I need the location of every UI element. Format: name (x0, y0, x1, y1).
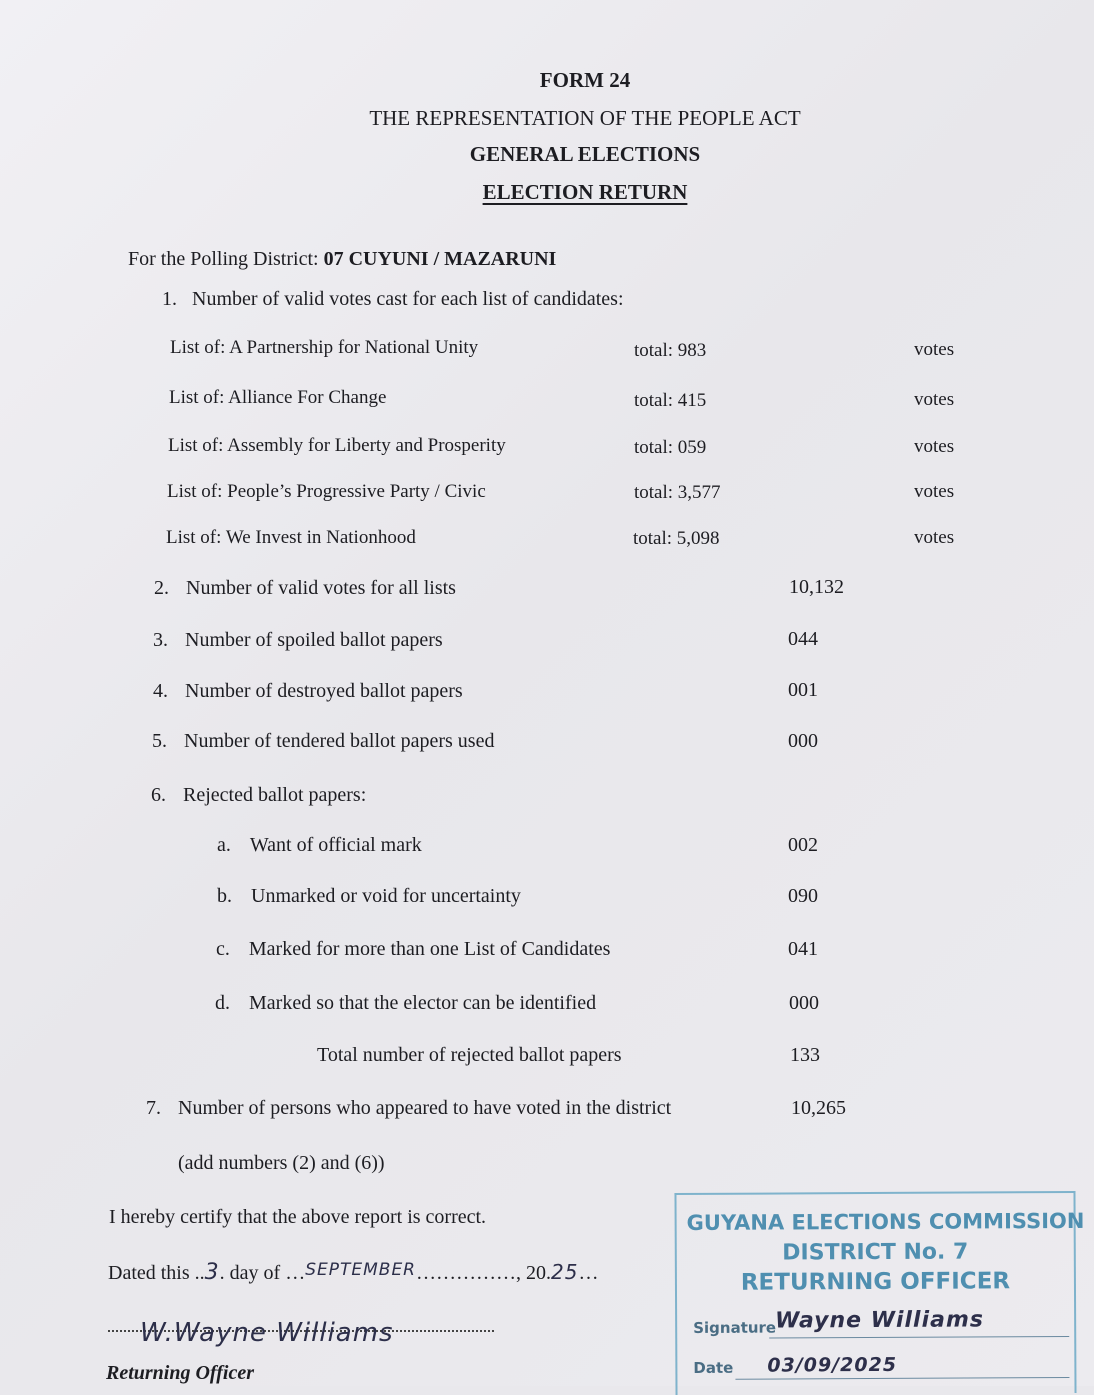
item-3 (153, 629, 443, 652)
item-7-note: (add numbers (2) and (6)) (178, 1152, 385, 1174)
year-suffix: … (578, 1262, 599, 1284)
list-total: total: 059 (634, 437, 707, 458)
sub-item-c (216, 938, 610, 961)
sub-item-letter: b. (217, 885, 232, 907)
item-number: 4. (153, 680, 168, 702)
list-total: total: 5,098 (633, 528, 720, 549)
list-unit: votes (914, 339, 955, 360)
polling-district-label: For the Polling District: (128, 248, 319, 270)
month-value: SEPTEMBER (305, 1260, 416, 1280)
certification-statement: I hereby certify that the above report is correct. (109, 1206, 487, 1228)
sub-item-letter: a. (217, 834, 231, 856)
sub-item-label: Marked for more than one List of Candidates (248, 938, 611, 960)
election-type: GENERAL ELECTIONS (469, 142, 701, 166)
item-label: Number of destroyed ballot papers (185, 680, 463, 702)
item-5 (152, 730, 494, 753)
list-total: total: 3,577 (634, 482, 721, 503)
list-name: List of: People’s Progressive Party / Civic (167, 481, 486, 502)
item-value: 044 (788, 628, 818, 650)
stamp-date: 03/09/2025 (767, 1353, 898, 1377)
stamp-signature-line (769, 1336, 1069, 1339)
item-number: 6. (151, 784, 166, 806)
sub-item-letter: c. (216, 938, 230, 960)
sub-item-letter: d. (215, 992, 230, 1014)
signature: W.Wayne Williams (140, 1318, 394, 1348)
list-total: total: 983 (634, 340, 707, 361)
list-unit: votes (914, 436, 955, 457)
sub-item-label: Marked so that the elector can be identified (249, 992, 597, 1014)
item-7 (146, 1097, 671, 1120)
dated-line (108, 1260, 598, 1285)
page-title: ELECTION RETURN (482, 180, 688, 204)
stamp-signature-label: Signature (693, 1318, 777, 1337)
signer-title: Returning Officer (106, 1362, 254, 1384)
item-1 (162, 288, 624, 311)
list-name: List of: We Invest in Nationhood (166, 527, 416, 548)
item-value: 10,265 (791, 1097, 846, 1119)
list-unit: votes (914, 481, 955, 502)
sub-item-value: 002 (788, 834, 818, 856)
stamp-district: DISTRICT No. 7 (782, 1239, 969, 1266)
polling-district-value: 07 CUYUNI / MAZARUNI (323, 248, 557, 270)
stamp-signature: Wayne Williams (775, 1307, 985, 1334)
item-6 (151, 784, 366, 807)
official-stamp (674, 1191, 1085, 1395)
item-label: Number of tendered ballot papers used (184, 730, 495, 752)
stamp-date-label: Date (693, 1358, 734, 1377)
rejected-total-label: Total number of rejected ballot papers (317, 1044, 622, 1066)
sub-item-value: 000 (789, 992, 819, 1014)
rejected-total-value: 133 (790, 1044, 820, 1066)
list-name: List of: A Partnership for National Unity (170, 337, 479, 358)
item-value: 10,132 (789, 576, 844, 598)
sub-item-label: Want of official mark (249, 834, 422, 856)
item-value: 001 (788, 679, 818, 701)
item-label: Number of valid votes for all lists (186, 577, 456, 599)
sub-item-b (217, 885, 521, 908)
sub-item-label: Unmarked or void for uncertainty (251, 885, 521, 907)
day-of: . day of … (219, 1262, 306, 1284)
list-total: total: 415 (634, 390, 707, 411)
item-value: 000 (788, 730, 818, 752)
year-prefix: ……………, 20. (416, 1262, 551, 1284)
list-unit: votes (914, 527, 955, 548)
act-title: THE REPRESENTATION OF THE PEOPLE ACT (369, 106, 801, 130)
sub-item-value: 090 (788, 885, 818, 907)
item-2 (154, 577, 456, 600)
stamp-role: RETURNING OFFICER (740, 1268, 1011, 1296)
stamp-date-line (735, 1377, 1069, 1380)
item-number: 5. (152, 730, 167, 752)
item-label: Rejected ballot papers: (183, 784, 367, 806)
list-unit: votes (914, 389, 955, 410)
list-name: List of: Alliance For Change (169, 387, 387, 408)
item-4 (153, 680, 463, 703)
sub-item-value: 041 (788, 938, 818, 960)
item-number: 3. (153, 629, 168, 651)
item-number: 7. (146, 1097, 161, 1119)
dated-prefix: Dated this .. (108, 1262, 205, 1284)
stamp-commission: GUYANA ELECTIONS COMMISSION (686, 1208, 1085, 1235)
item-label: Number of spoiled ballot papers (185, 629, 443, 651)
year-value: 25 (551, 1260, 579, 1284)
form-number: FORM 24 (539, 68, 631, 92)
list-name: List of: Assembly for Liberty and Prosperity (168, 435, 506, 456)
item-label: Number of valid votes cast for each list of candidates: (192, 288, 624, 310)
item-label: Number of persons who appeared to have voted in the district (178, 1097, 672, 1119)
day-value: 3 (204, 1260, 220, 1285)
polling-district (128, 248, 556, 271)
item-number: 2. (154, 577, 169, 599)
item-number: 1. (162, 288, 177, 310)
sub-item-d (215, 992, 596, 1015)
sub-item-a (217, 834, 422, 857)
